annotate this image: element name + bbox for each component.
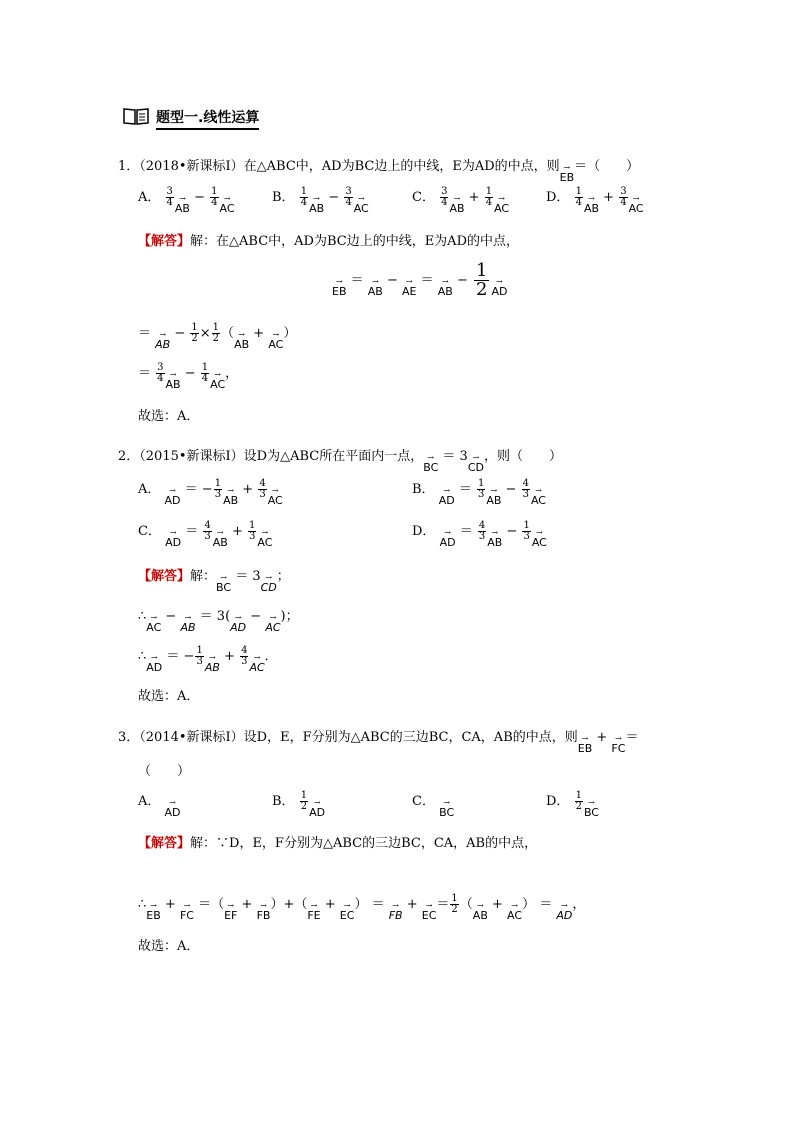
q2-option-a[interactable]: A． → AD ＝ − $\frac{1}{3}$ → AB + $\frac{4}{3}$ → AC — [138, 478, 283, 507]
q1-text: 在△ABC中，AD为BC边上的中线，E为AD的中点，则 — [243, 159, 560, 174]
q2-stem: 2．（2015•新课标Ⅰ）设D为△ABC所在平面内一点， → BC ＝ 3 → CD ，则（ ） — [118, 449, 562, 474]
q1-source: （2018•新课标Ⅰ） — [139, 159, 244, 174]
q1-step-2: ＝ → AB − $\frac{1}{2}$ × $\frac{1}{2}$ （ → AB + → AC ） — [138, 322, 297, 351]
answer-tag: 【解答】 — [138, 234, 191, 249]
q1-option-b[interactable]: B． $\frac{1}{4}$ → AB − $\frac{3}{4}$ → AC — [272, 186, 369, 215]
q3-option-a[interactable]: A． → AD — [138, 794, 181, 819]
q1-number: 1． — [118, 159, 140, 174]
q1-option-a[interactable]: A． $\frac{3}{4}$ → AB − $\frac{1}{4}$ → AC — [138, 186, 235, 215]
q1-choice: 故选：A． — [138, 409, 200, 424]
q2-option-b[interactable]: B． → AD ＝ $\frac{1}{3}$ → AB − $\frac{4}{3}$ → AC — [412, 478, 546, 507]
q3-answer-intro: 【解答】解：∵D，E，F分别为△ABC的三边BC，CA，AB的中点， — [138, 836, 538, 851]
q1-vector: → EB — [559, 163, 575, 184]
q1-option-d[interactable]: D． $\frac{1}{4}$ → AB + $\frac{3}{4}$ → AC — [546, 186, 644, 215]
q1-option-c[interactable]: C． $\frac{3}{4}$ → AB + $\frac{1}{4}$ → AC — [412, 186, 510, 215]
section-header — [122, 106, 259, 130]
q2-option-d[interactable]: D． → AD ＝ $\frac{4}{3}$ → AB − $\frac{1}{3}$ → AC — [412, 520, 547, 549]
q3-blank: （ ） — [138, 764, 191, 779]
q2-answer-step-3: ∴ → AD ＝ − $\frac{1}{3}$ → AB + $\frac{4}{3}$ → AC ． — [138, 645, 278, 674]
q1-stem — [118, 155, 639, 184]
q1-step-1: → EB ＝ → AB − → AE ＝ → AB − $\frac{1}{2}$ → AD — [332, 260, 508, 300]
q2-choice: 故选：A． — [138, 689, 200, 704]
q3-option-d[interactable]: D． $\frac{1}{2}$ → BC — [546, 790, 599, 819]
q3-option-b[interactable]: B． $\frac{1}{2}$ → AD — [272, 790, 326, 819]
q1-step-3: ＝ $\frac{3}{4}$ → AB − $\frac{1}{4}$ → AC ， — [138, 362, 239, 391]
q1-tail: ＝（ ） — [574, 159, 640, 174]
q2-answer-step-1: 【解答】解： → BC ＝ 3 → CD ； — [138, 569, 290, 594]
q3-choice: 故选：A． — [138, 939, 200, 954]
q2-option-c[interactable]: C． → AD ＝ $\frac{4}{3}$ → AB + $\frac{1}{3}$ → AC — [138, 520, 273, 549]
book-icon — [122, 106, 150, 130]
q3-stem: 3．（2014•新课标Ⅰ）设D，E，F分别为△ABC的三边BC，CA，AB的中点，则 → EB + → FC ＝ — [118, 730, 639, 755]
section-title: 题型一.线性运算 — [156, 107, 259, 130]
q1-answer-intro: 【解答】解：在△ABC中，AD为BC边上的中线，E为AD的中点， — [138, 234, 519, 249]
q3-answer-step-1: ∴ → EB + → FC ＝（ → EF + → FB ）+（ → FE + → EC ） ＝ → FB + → EC ＝ $\frac{1}{2}$ （ → AB + → AC ） ＝ → AD ， — [138, 893, 586, 922]
q3-option-c[interactable]: C． → BC — [412, 794, 455, 819]
q2-answer-step-2: ∴ → AC − → AB ＝ 3( → AD − → AC )； — [138, 609, 299, 634]
